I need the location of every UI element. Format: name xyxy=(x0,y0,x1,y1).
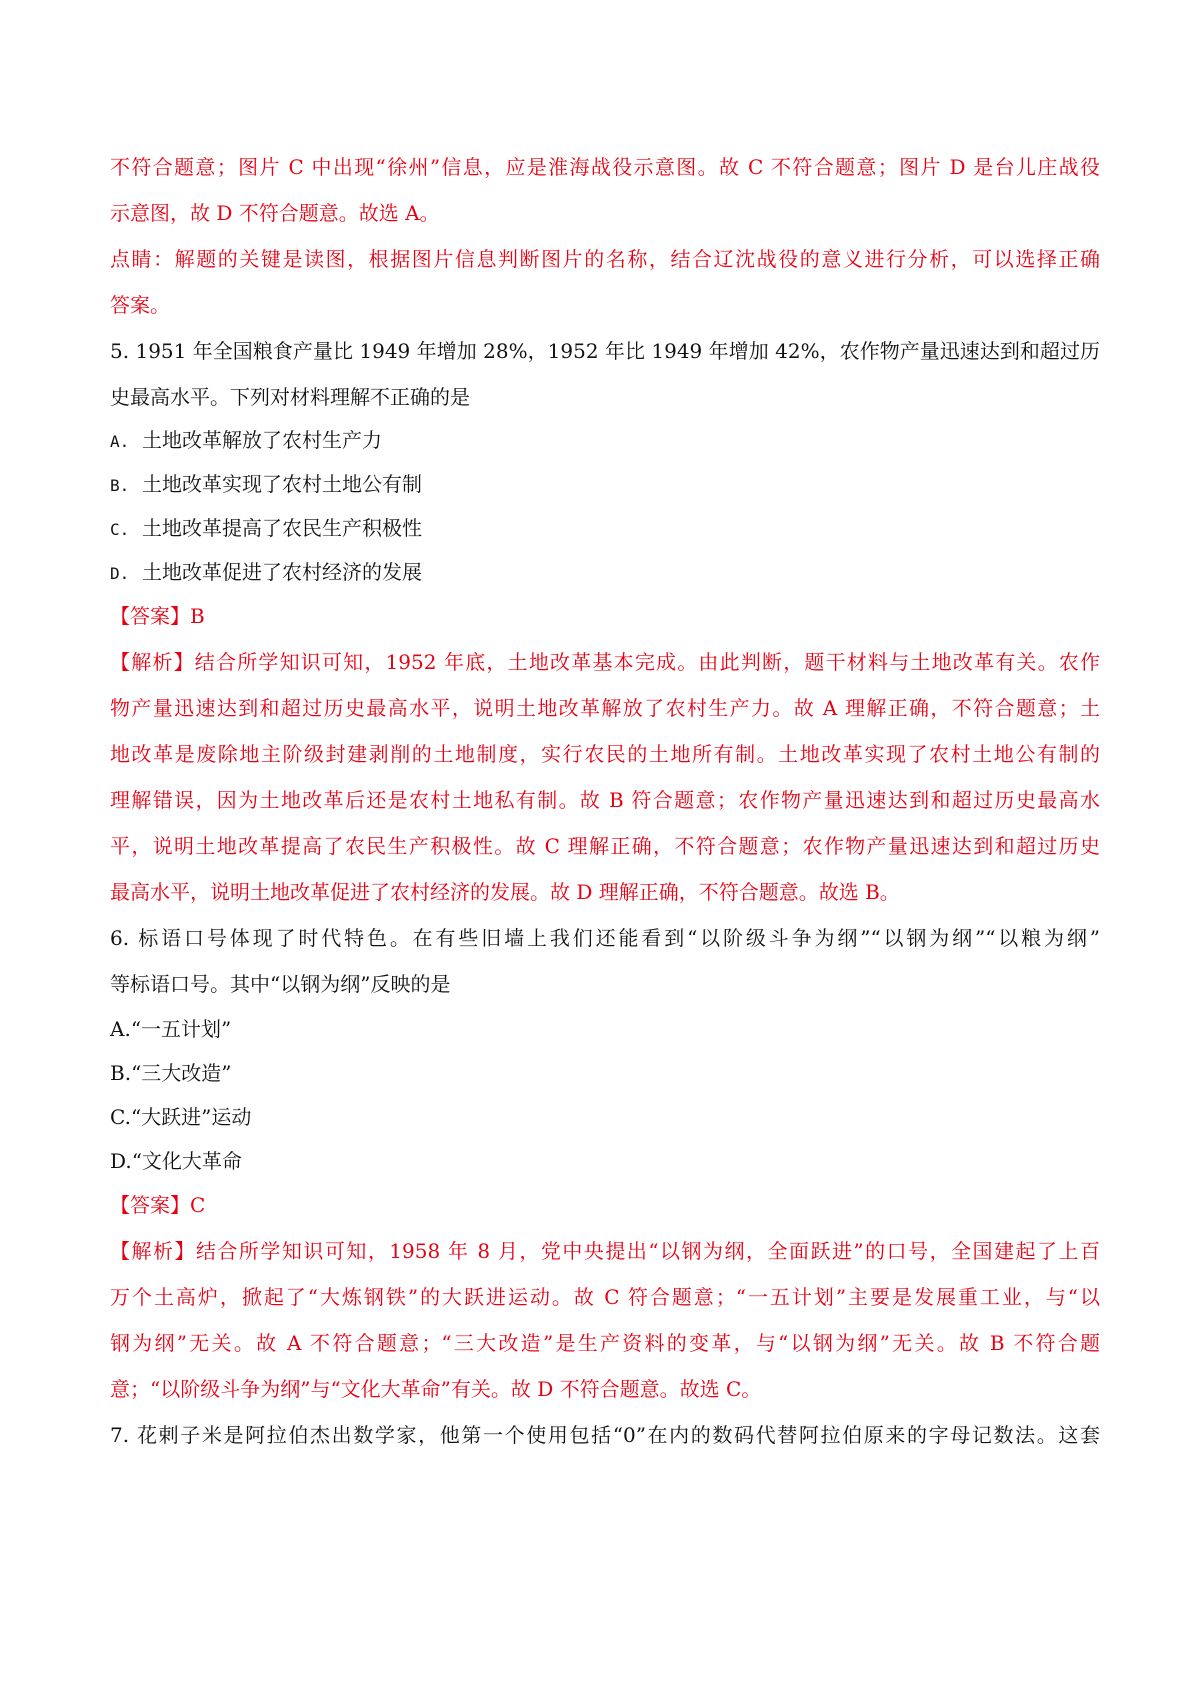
option-letter: C. xyxy=(110,1105,131,1129)
option-text: “文化大革命 xyxy=(131,1149,242,1173)
question-6-stem: 6. 标语口号体现了时代特色。在有些旧墙上我们还能看到“以阶级斗争为纲”“以钢为纲”“以粮为纲” xyxy=(110,926,1100,950)
option-letter: A. xyxy=(110,1017,131,1041)
q6-answer: 【答案】C xyxy=(110,1193,206,1217)
q5-analysis-line: 最高水平，说明土地改革促进了农村经济的发展。故 D 理解正确，不符合题意。故选 B。 xyxy=(110,880,900,904)
q6-option-c xyxy=(110,1102,1100,1132)
option-letter: D. xyxy=(110,1149,132,1173)
tip-line: 答案。 xyxy=(110,293,170,317)
q5-analysis-line: 地改革是废除地主阶级封建剥削的土地制度，实行农民的土地所有制。土地改革实现了农村土地公有制的 xyxy=(110,742,1100,766)
q5-analysis-line: 平，说明土地改革提高了农民生产积极性。故 C 理解正确，不符合题意；农作物产量迅速达到和超过历史 xyxy=(110,834,1100,858)
q6-analysis-line: 万个土高炉，掀起了“大炼钢铁”的大跃进运动。故 C 符合题意；“一五计划”主要是发展重工业，与“以 xyxy=(110,1285,1100,1309)
q5-option-c xyxy=(110,513,1100,545)
option-text: 土地改革提高了农民生产积极性 xyxy=(141,516,422,540)
q6-option-b xyxy=(110,1058,1100,1088)
q5-analysis-line: 理解错误，因为土地改革后还是农村土地私有制。故 B 符合题意；农作物产量迅速达到和超过历史最高水 xyxy=(110,788,1100,812)
tip-line: 点睛：解题的关键是读图，根据图片信息判断图片的名称，结合辽沈战役的意义进行分析，可以选择正确 xyxy=(110,247,1100,271)
option-letter: B. xyxy=(110,1061,132,1085)
q6-option-a xyxy=(110,1014,1100,1044)
analysis-line: 不符合题意；图片 C 中出现“徐州”信息，应是淮海战役示意图。故 C 不符合题意；图片 D 是台儿庄战役 xyxy=(110,155,1100,179)
option-letter: D. xyxy=(110,564,130,583)
option-text: “一五计划” xyxy=(130,1017,232,1041)
option-text: 土地改革实现了农村土地公有制 xyxy=(141,472,422,496)
option-letter: C. xyxy=(110,520,130,539)
option-letter: A. xyxy=(110,432,130,451)
q5-option-b xyxy=(110,469,1100,501)
q5-option-d xyxy=(110,557,1100,589)
analysis-line: 示意图，故 D 不符合题意。故选 A。 xyxy=(110,201,440,225)
q5-answer: 【答案】B xyxy=(110,604,205,628)
q6-analysis-line: 意；“以阶级斗争为纲”与“文化大革命”有关。故 D 不符合题意。故选 C。 xyxy=(110,1377,762,1401)
q5-analysis-line: 【解析】结合所学知识可知，1952 年底，土地改革基本完成。由此判断，题干材料与土地改革有关。农作 xyxy=(110,650,1100,674)
option-text: “大跃进”运动 xyxy=(130,1105,252,1129)
option-letter: B. xyxy=(110,476,130,495)
question-5-stem: 史最高水平。下列对材料理解不正确的是 xyxy=(110,385,470,409)
q6-analysis-line: 钢为纲”无关。故 A 不符合题意；“三大改造”是生产资料的变革，与“以钢为纲”无关。故 B 不符合题 xyxy=(110,1331,1100,1355)
question-5-stem: 5. 1951 年全国粮食产量比 1949 年增加 28%，1952 年比 1949 年增加 42%，农作物产量迅速达到和超过历 xyxy=(110,339,1100,363)
option-text: “三大改造” xyxy=(131,1061,232,1085)
question-7-stem: 7. 花剌子米是阿拉伯杰出数学家，他第一个使用包括“0”在内的数码代替阿拉伯原来的字母记数法。这套 xyxy=(110,1423,1100,1447)
q6-analysis-line: 【解析】结合所学知识可知，1958 年 8 月，党中央提出“以钢为纲，全面跃进”的口号，全国建起了上百 xyxy=(110,1239,1100,1263)
q6-option-d xyxy=(110,1146,1100,1176)
q5-analysis-line: 物产量迅速达到和超过历史最高水平，说明土地改革解放了农村生产力。故 A 理解正确，不符合题意；土 xyxy=(110,696,1100,720)
option-text: 土地改革促进了农村经济的发展 xyxy=(141,560,422,584)
option-text: 土地改革解放了农村生产力 xyxy=(141,428,382,452)
question-6-stem: 等标语口号。其中“以钢为纲”反映的是 xyxy=(110,972,451,996)
q5-option-a xyxy=(110,425,1100,457)
